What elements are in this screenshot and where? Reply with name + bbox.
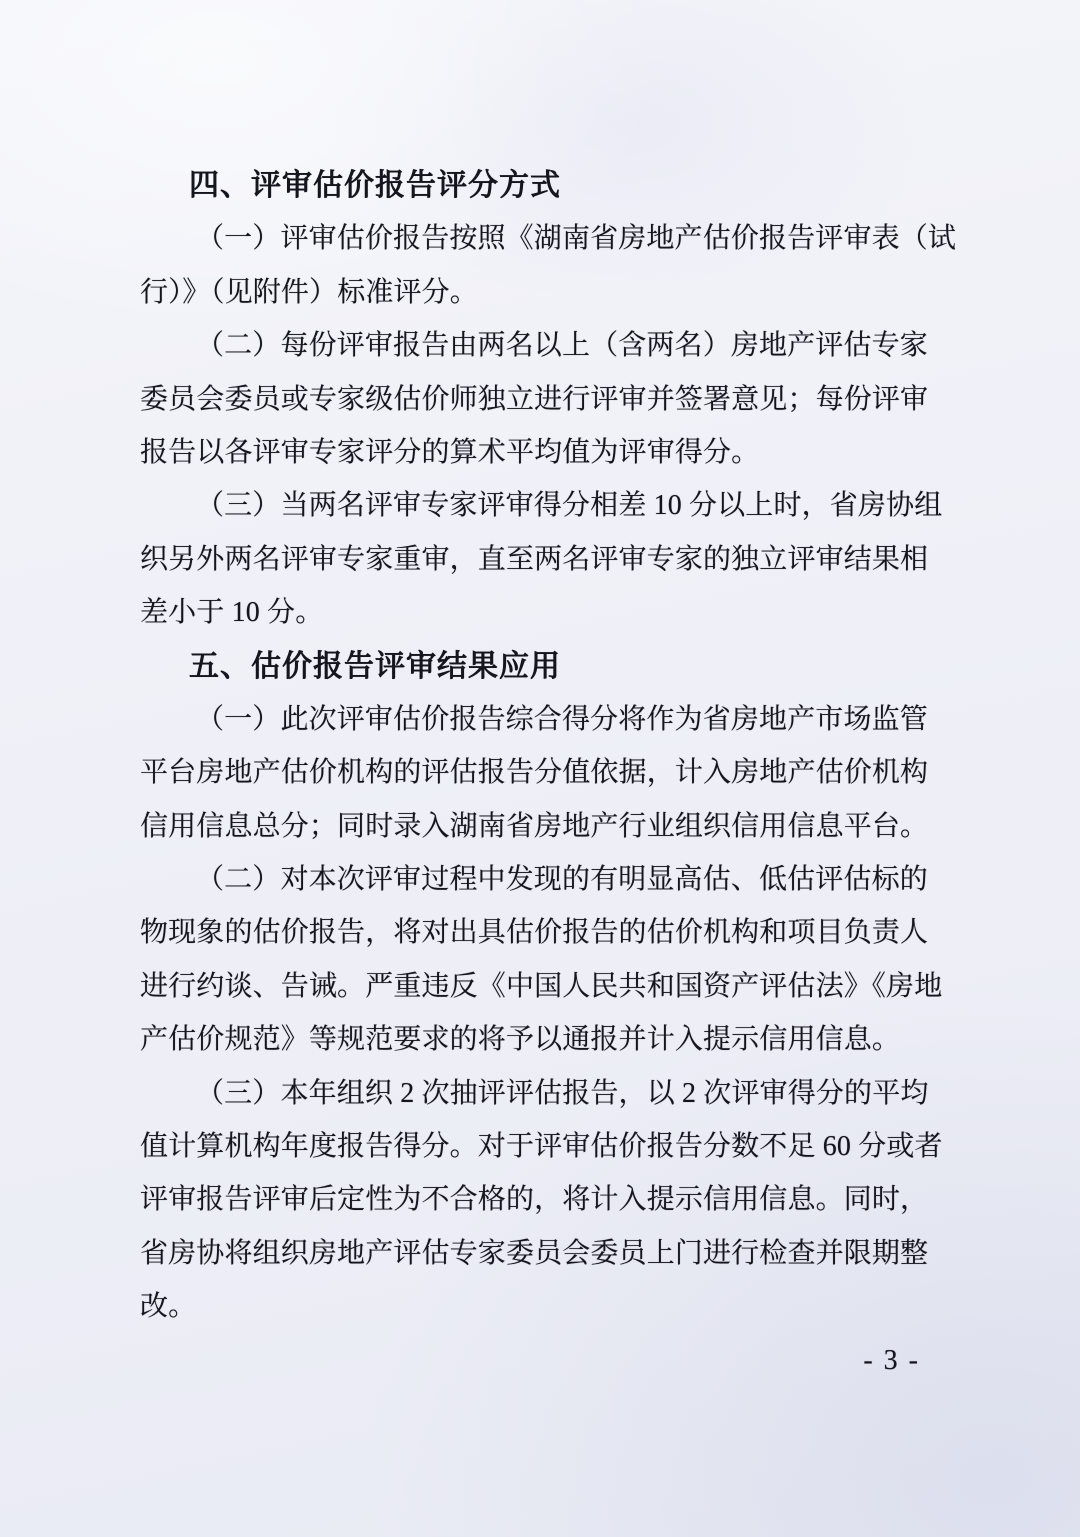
section-heading-4: 四、评审估价报告评分方式	[189, 168, 561, 203]
paragraph-line: （一）评审估价报告按照《湖南省房地产估价报告评审表（试	[196, 223, 957, 255]
page-number: - 3 -	[863, 1344, 920, 1376]
paragraph-line: （二）对本次评审过程中发现的有明显高估、低估评估标的	[196, 864, 928, 896]
paragraph-line: 报告以各评审专家评分的算术平均值为评审得分。	[140, 436, 760, 468]
paragraph-line: 改。	[140, 1291, 197, 1323]
paragraph-line: 平台房地产估价机构的评估报告分值依据，计入房地产估价机构	[140, 757, 929, 789]
paragraph-line: 评审报告评审后定性为不合格的，将计入提示信用信息。同时，	[140, 1184, 929, 1216]
paragraph-line: 行）》（见附件）标准评分。	[140, 276, 478, 308]
paragraph-line: （一）此次评审估价报告综合得分将作为省房地产市场监管	[196, 703, 928, 735]
paragraph-line: 值计算机构年度报告得分。对于评审估价报告分数不足 60 分或者	[140, 1131, 943, 1163]
paragraph-line: 省房协将组织房地产评估专家委员会委员上门进行检查并限期整	[140, 1237, 929, 1269]
paragraph-line: 织另外两名评审专家重审，直至两名评审专家的独立评审结果相	[140, 543, 929, 575]
paragraph-line: 物现象的估价报告，将对出具估价报告的估价机构和项目负责人	[140, 917, 929, 949]
section-heading-5: 五、估价报告评审结果应用	[189, 648, 561, 684]
paragraph-line: 产估价规范》等规范要求的将予以通报并计入提示信用信息。	[140, 1024, 901, 1056]
document-body	[140, 159, 957, 1387]
paragraph-line: 委员会委员或专家级估价师独立进行评审并签署意见；每份评审	[140, 383, 929, 415]
paragraph-line: （三）本年组织 2 次抽评评估报告，以 2 次评审得分的平均	[196, 1077, 929, 1109]
paragraph-line: 差小于 10 分。	[140, 597, 324, 629]
paragraph-line: 信用信息总分；同时录入湖南省房地产行业组织信用信息平台。	[140, 810, 929, 842]
paragraph-line: 进行约谈、告诫。严重违反《中国人民共和国资产评估法》《房地	[140, 970, 943, 1002]
paragraph-line: （三）当两名评审专家评审得分相差 10 分以上时，省房协组	[196, 490, 943, 522]
paragraph-line: （二）每份评审报告由两名以上（含两名）房地产评估专家	[196, 330, 928, 362]
